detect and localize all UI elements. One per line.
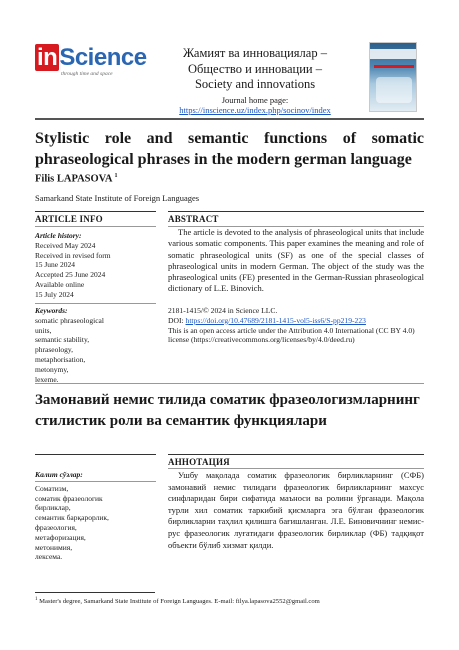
journal-title-line-3: Society and innovations bbox=[194, 77, 316, 91]
abstract-text: The article is devoted to the analysis of phraseological units that include various somatic components. This paper examines the meaning and role of somatic phraseological units (SF) as one of the special classes of phraseological units in modern German. The object of the study was the phraseological units (FE) presented in the German-Russian phraseological dictionary of L.E. Binovich. bbox=[168, 227, 424, 294]
journal-header bbox=[155, 46, 355, 115]
history-label: Article history: bbox=[35, 231, 82, 240]
uz-keyword-item: соматик фразеологик bbox=[35, 493, 103, 503]
uz-keyword-item: метафоризация, bbox=[35, 532, 86, 542]
keyword-item: metonymy, bbox=[35, 364, 69, 374]
keywords-block bbox=[35, 306, 156, 384]
homepage-label: Journal home page: bbox=[221, 94, 289, 105]
uz-keyword-item: метонимия, bbox=[35, 542, 73, 552]
uz-abstract-heading-rule bbox=[168, 468, 424, 469]
doi-link[interactable]: https://doi.org/10.47689/2181-1415-vol5-iss6/S-pp219-223 bbox=[185, 315, 366, 325]
license-text: This is an open access article under the Attribution 4.0 International (CC BY 4.0) license (https://creativecommons.org/licenses/by/4.0/deed.ru) bbox=[168, 325, 415, 345]
history-line: Received May 2024 bbox=[35, 240, 96, 250]
logo-science-text: Science bbox=[59, 44, 147, 71]
uz-keywords-top-rule bbox=[35, 454, 156, 455]
logo-in-mark: in bbox=[37, 44, 58, 71]
article-history bbox=[35, 231, 156, 300]
keyword-item: metaphorisation, bbox=[35, 354, 86, 364]
journal-title-line-1: Жамият ва инновациялар – bbox=[183, 46, 327, 60]
uz-keyword-item: бирликлар, bbox=[35, 503, 71, 513]
journal-logo bbox=[35, 44, 147, 80]
keyword-item: lexeme. bbox=[35, 374, 59, 384]
history-line: 15 June 2024 bbox=[35, 260, 75, 270]
homepage-link[interactable]: https://inscience.uz/index.php/socinov/index bbox=[179, 104, 331, 115]
uz-keywords-label-rule bbox=[35, 481, 156, 482]
uzbek-abstract-text: Ушбу мақолада соматик фразеологик бирликларнинг (СФБ) замонавий немис тилидаги фразеологик бирликларнинг махсус синфларидан бири сифатида маъноси ва ролини ўрганади. Мақола турли хил соматик таркибий қисмларга эга бўлган фразеологик бирликларни таҳлил қилишга бағишланган. Л.Е. Биновичнинг немис-рус фразеологик луғатидаги фразеологик бирликлар (ФБ) тадқиқот объекти бўлиб хизмат қилди. bbox=[168, 470, 424, 550]
article-title: Stylistic role and semantic functions of somatic phraseological phrases in the modern german language bbox=[35, 130, 424, 168]
keyword-item: semantic stability, bbox=[35, 335, 90, 345]
keyword-item: somatic phraseological bbox=[35, 315, 104, 325]
keywords-label: Keywords: bbox=[35, 306, 68, 315]
doi-label: DOI: bbox=[168, 315, 186, 325]
abstract-top-rule bbox=[168, 211, 424, 212]
journal-cover-image bbox=[369, 42, 417, 112]
uz-keyword-item: лексема. bbox=[35, 552, 63, 562]
uz-abstract-top-rule bbox=[168, 454, 424, 455]
uzbek-title: Замонавий немис тилида соматик фразеологизмларнинг стилистик роли ва семантик функциялари bbox=[35, 392, 420, 429]
article-info-heading: ARTICLE INFO bbox=[35, 214, 103, 224]
footnote-text: Master's degree, Samarkand State Institute of Foreign Languages. E-mail: filya.lapasova2552@gmail.com bbox=[37, 598, 320, 606]
publication-meta bbox=[168, 306, 424, 345]
logo-tagline: through time and space bbox=[61, 71, 113, 77]
uzbek-abstract-heading: АННОТАЦИЯ bbox=[168, 457, 230, 467]
footnote-mark: 1 bbox=[35, 597, 38, 602]
journal-title-line-2: Общество и инновации – bbox=[188, 61, 322, 76]
history-line: 15 July 2024 bbox=[35, 289, 74, 299]
uz-keyword-item: фразеология, bbox=[35, 522, 77, 532]
uz-keyword-item: семантик барқарорлик, bbox=[35, 513, 109, 523]
info-top-rule bbox=[35, 211, 156, 212]
keyword-item: units, bbox=[35, 325, 52, 335]
section-divider bbox=[35, 383, 424, 384]
history-line: Available online bbox=[35, 279, 85, 289]
info-heading-rule bbox=[35, 226, 156, 227]
uzbek-keywords-label: Калит сўзлар: bbox=[35, 470, 83, 479]
footnote bbox=[35, 597, 320, 605]
history-line: Accepted 25 June 2024 bbox=[35, 270, 106, 280]
author-affiliation: Samarkand State Institute of Foreign Languages bbox=[35, 193, 200, 203]
author-name: Filis LAPASOVA $^1$ bbox=[35, 173, 118, 185]
history-rule bbox=[35, 303, 156, 304]
keyword-item: phraseology, bbox=[35, 345, 74, 355]
doi-line bbox=[168, 316, 424, 326]
abstract-heading: ABSTRACT bbox=[168, 214, 219, 224]
author-footnote-mark: 1 bbox=[114, 173, 118, 179]
history-line: Received in revised form bbox=[35, 250, 111, 260]
uz-keyword-item: Соматизм, bbox=[35, 483, 69, 493]
footnote-rule bbox=[35, 592, 155, 593]
uzbek-keywords-block bbox=[35, 470, 156, 562]
issn-line: 2181-1415/© 2024 in Science LLC. bbox=[168, 306, 278, 315]
header-divider bbox=[35, 118, 424, 120]
